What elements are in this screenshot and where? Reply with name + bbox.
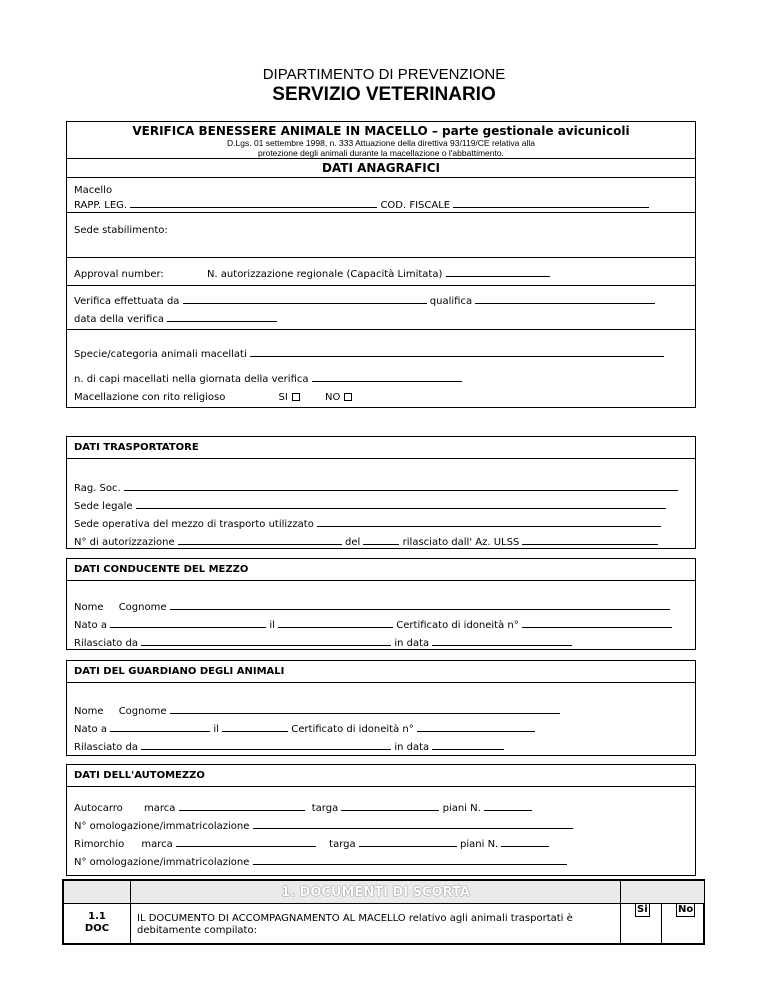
trasportatore-box bbox=[66, 436, 696, 549]
documenti-header-si-no bbox=[620, 881, 704, 904]
autocarro-label: Autocarro bbox=[74, 803, 123, 814]
n-autorizzazione-field[interactable] bbox=[446, 266, 550, 277]
data-verifica-label: data della verifica bbox=[74, 314, 164, 325]
specie-label: Specie/categoria animali macellati bbox=[74, 349, 247, 360]
guardiano-certificato-label: Certificato di idoneità n° bbox=[291, 724, 414, 735]
qualifica-label: qualifica bbox=[429, 296, 473, 307]
guardiano-rilasciato-field[interactable] bbox=[141, 739, 391, 750]
conducente-in-data-field[interactable] bbox=[432, 635, 572, 646]
data-verifica-row[interactable] bbox=[74, 311, 277, 326]
conducente-certificato-field[interactable] bbox=[522, 617, 672, 628]
rapp-leg-label: RAPP. LEG. bbox=[74, 200, 128, 211]
form-title: VERIFICA BENESSERE ANIMALE IN MACELLO – parte gestionale avicunicoli bbox=[132, 124, 630, 138]
n-capi-row[interactable] bbox=[74, 371, 462, 386]
rimorchio-targa-label: targa bbox=[329, 839, 356, 850]
verifica-da-label: Verifica effettuata da bbox=[74, 296, 180, 307]
guardiano-cognome-label: Cognome bbox=[118, 706, 167, 717]
rapp-leg-row[interactable] bbox=[74, 197, 649, 212]
conducente-title: DATI CONDUCENTE DEL MEZZO bbox=[74, 564, 249, 575]
guardiano-nome-row[interactable] bbox=[74, 703, 560, 718]
conducente-in-data-label: in data bbox=[394, 638, 430, 649]
del-field[interactable] bbox=[363, 534, 399, 545]
autocarro-marca-label: marca bbox=[143, 803, 176, 814]
rimorchio-omologazione-row[interactable] bbox=[74, 854, 567, 869]
n-capi-field[interactable] bbox=[312, 371, 462, 382]
service-title: SERVIZIO VETERINARIO bbox=[272, 84, 496, 105]
rimorchio-row[interactable] bbox=[74, 836, 549, 851]
automezzo-title: DATI DELL'AUTOMEZZO bbox=[74, 770, 205, 781]
guardiano-in-data-field[interactable] bbox=[432, 739, 504, 750]
verifica-row[interactable] bbox=[74, 293, 655, 308]
anagrafici-title: DATI ANAGRAFICI bbox=[321, 161, 441, 175]
conducente-rilasciato-row[interactable] bbox=[74, 635, 572, 650]
guardiano-rilasciato-label: Rilasciato da bbox=[74, 742, 138, 753]
rapp-leg-field[interactable] bbox=[130, 197, 377, 208]
rag-soc-field[interactable] bbox=[124, 480, 678, 491]
sede-operativa-label: Sede operativa del mezzo di trasporto utilizzato bbox=[74, 519, 314, 530]
conducente-nato-label: Nato a bbox=[74, 620, 107, 631]
guardiano-cognome-field[interactable] bbox=[170, 703, 560, 714]
del-label: del bbox=[345, 537, 361, 548]
n-autorizzazione-trasp-row[interactable] bbox=[74, 534, 658, 549]
guardiano-in-data-label: in data bbox=[394, 742, 430, 753]
n-autorizzazione-trasp-field[interactable] bbox=[178, 534, 342, 545]
rimorchio-piani-label: piani N. bbox=[460, 839, 499, 850]
rimorchio-label: Rimorchio bbox=[74, 839, 125, 850]
conducente-box bbox=[66, 558, 696, 650]
conducente-nato-row[interactable] bbox=[74, 617, 672, 632]
documenti-header-left bbox=[64, 881, 131, 904]
rito-label: Macellazione con rito religioso bbox=[74, 392, 226, 403]
sede-stabilimento-label: Sede stabilimento: bbox=[74, 225, 168, 236]
guardiano-title: DATI DEL GUARDIANO DEGLI ANIMALI bbox=[74, 666, 285, 677]
rag-soc-row[interactable] bbox=[74, 480, 678, 495]
approval-row[interactable] bbox=[74, 266, 550, 281]
sede-legale-field[interactable] bbox=[136, 498, 666, 509]
documenti-si-header bbox=[620, 903, 662, 943]
specie-field[interactable] bbox=[250, 346, 664, 357]
qualifica-field[interactable] bbox=[475, 293, 655, 304]
macello-label: Macello bbox=[74, 185, 113, 196]
autocarro-piani-field[interactable] bbox=[484, 800, 532, 811]
n-autorizzazione-label: N. autorizzazione regionale (Capacità Limitata) bbox=[206, 269, 443, 280]
guardiano-certificato-field[interactable] bbox=[417, 721, 535, 732]
conducente-cognome-field[interactable] bbox=[170, 599, 670, 610]
conducente-nato-field[interactable] bbox=[110, 617, 266, 628]
rito-si-label: SI bbox=[278, 392, 288, 403]
form-title-box bbox=[66, 121, 696, 159]
sede-legale-row[interactable] bbox=[74, 498, 666, 513]
item-1-1-code-cell bbox=[64, 903, 131, 943]
n-capi-label: n. di capi macellati nella giornata della verifica bbox=[74, 374, 309, 385]
autocarro-row[interactable] bbox=[74, 800, 532, 815]
automezzo-box bbox=[66, 764, 696, 876]
item-text-line-2: debitamente compilato: bbox=[137, 925, 257, 936]
rito-no-checkbox[interactable] bbox=[344, 393, 352, 401]
conducente-il-field[interactable] bbox=[278, 617, 393, 628]
anagrafici-box bbox=[66, 158, 696, 408]
sede-operativa-row[interactable] bbox=[74, 516, 661, 531]
rag-soc-label: Rag. Soc. bbox=[74, 483, 121, 494]
rimorchio-omologazione-field[interactable] bbox=[253, 854, 567, 865]
autocarro-marca-field[interactable] bbox=[179, 800, 305, 811]
no-column-label: No bbox=[678, 904, 694, 915]
n-autorizzazione-trasp-label: N° di autorizzazione bbox=[74, 537, 175, 548]
data-verifica-field[interactable] bbox=[167, 311, 277, 322]
autocarro-omologazione-row[interactable] bbox=[74, 818, 573, 833]
guardiano-nome-label: Nome bbox=[74, 706, 104, 717]
conducente-certificato-label: Certificato di idoneità n° bbox=[396, 620, 519, 631]
rito-si-checkbox[interactable] bbox=[292, 393, 300, 401]
verifica-da-field[interactable] bbox=[183, 293, 427, 304]
law-line-1: D.Lgs. 01 settembre 1998, n. 333 Attuazione della direttiva 93/119/CE relativa alla bbox=[227, 138, 535, 148]
guardiano-il-label: il bbox=[213, 724, 219, 735]
item-number: 1.1 bbox=[88, 911, 106, 922]
rimorchio-piani-field[interactable] bbox=[501, 836, 549, 847]
autocarro-omologazione-label: N° omologazione/immatricolazione bbox=[74, 821, 250, 832]
trasportatore-title: DATI TRASPORTATORE bbox=[74, 442, 199, 453]
conducente-cognome-label: Cognome bbox=[118, 602, 167, 613]
rimorchio-marca-label: marca bbox=[141, 839, 173, 850]
approval-number-label: Approval number: bbox=[74, 269, 164, 280]
rimorchio-targa-field[interactable] bbox=[359, 836, 457, 847]
conducente-nome-row[interactable] bbox=[74, 599, 670, 614]
rito-no-label: NO bbox=[325, 392, 341, 403]
law-line-2: protezione degli animali durante la macellazione o l'abbattimento. bbox=[258, 148, 504, 158]
guardiano-nato-label: Nato a bbox=[74, 724, 107, 735]
conducente-nome-label: Nome bbox=[74, 602, 104, 613]
guardiano-box bbox=[66, 660, 696, 756]
cod-fiscale-label: COD. FISCALE bbox=[380, 200, 451, 211]
conducente-rilasciato-field[interactable] bbox=[141, 635, 391, 646]
cod-fiscale-field[interactable] bbox=[453, 197, 649, 208]
guardiano-nato-field[interactable] bbox=[110, 721, 210, 732]
autocarro-piani-label: piani N. bbox=[442, 803, 481, 814]
rimorchio-marca-field[interactable] bbox=[176, 836, 316, 847]
rilasciato-ulss-field[interactable] bbox=[522, 534, 658, 545]
sede-operativa-field[interactable] bbox=[317, 516, 661, 527]
autocarro-omologazione-field[interactable] bbox=[253, 818, 573, 829]
rito-row bbox=[74, 392, 352, 404]
guardiano-il-field[interactable] bbox=[222, 721, 288, 732]
sede-legale-label: Sede legale bbox=[74, 501, 133, 512]
autocarro-targa-field[interactable] bbox=[341, 800, 439, 811]
department-title: DIPARTIMENTO DI PREVENZIONE bbox=[262, 66, 506, 83]
documenti-no-header bbox=[661, 903, 704, 943]
rilasciato-ulss-label: rilasciato dall' Az. ULSS bbox=[402, 537, 520, 548]
documenti-table bbox=[62, 879, 705, 945]
conducente-rilasciato-label: Rilasciato da bbox=[74, 638, 138, 649]
documenti-header bbox=[131, 881, 620, 904]
item-text-line-1: IL DOCUMENTO DI ACCOMPAGNAMENTO AL MACELLO relativo agli animali trasportati è bbox=[137, 913, 573, 924]
guardiano-rilasciato-row[interactable] bbox=[74, 739, 504, 754]
guardiano-nato-row[interactable] bbox=[74, 721, 535, 736]
item-code: DOC bbox=[84, 923, 110, 934]
documenti-section-title: 1. DOCUMENTI DI SCORTA bbox=[281, 885, 470, 900]
item-1-1-text-cell bbox=[131, 903, 620, 943]
specie-row[interactable] bbox=[74, 346, 664, 361]
autocarro-targa-label: targa bbox=[311, 803, 339, 814]
conducente-il-label: il bbox=[269, 620, 275, 631]
rimorchio-omologazione-label: N° omologazione/immatricolazione bbox=[74, 857, 250, 868]
si-column-label: Si bbox=[637, 904, 648, 915]
